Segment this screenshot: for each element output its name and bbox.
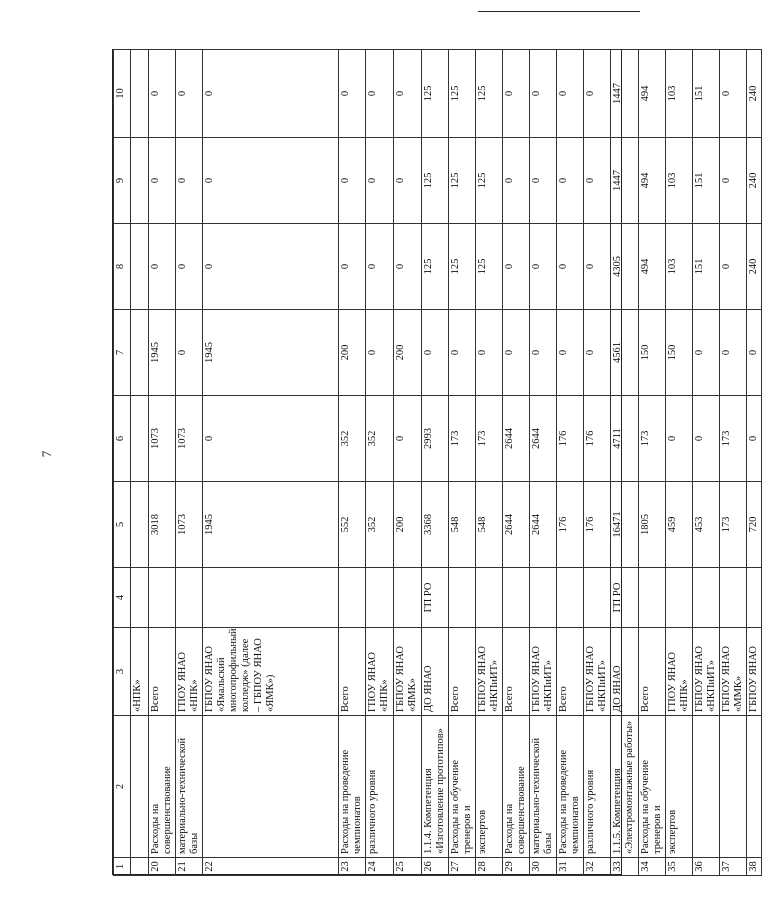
table-row (366, 50, 393, 876)
value-cell: 0 (692, 396, 719, 482)
description-cell (131, 716, 149, 858)
row-number-cell: 23 (339, 858, 366, 876)
table-row (665, 50, 692, 876)
value-cell: 1945 (149, 310, 176, 396)
program-cell (176, 568, 203, 628)
value-cell: 2644 (530, 396, 557, 482)
value-cell: 2644 (530, 482, 557, 568)
program-cell (557, 568, 584, 628)
row-number-cell: 34 (638, 858, 665, 876)
value-cell: 125 (475, 224, 502, 310)
value-cell: 173 (638, 396, 665, 482)
row-number-cell: 29 (502, 858, 529, 876)
row-number-cell: 30 (530, 858, 557, 876)
table-row (611, 50, 638, 876)
executor-cell: ГПОУ ЯНАО «НПК» (176, 628, 203, 716)
value-cell: 0 (448, 310, 475, 396)
value-cell: 173 (475, 396, 502, 482)
program-cell (393, 568, 421, 628)
description-cell: Расходы на совершенствование (149, 716, 176, 858)
description-cell: Расходы на обучение тренеров и (448, 716, 475, 858)
value-cell: 200 (339, 310, 366, 396)
value-cell: 352 (366, 396, 393, 482)
value-cell: 150 (665, 310, 692, 396)
value-cell: 352 (366, 482, 393, 568)
program-cell (448, 568, 475, 628)
value-cell: 2644 (502, 482, 529, 568)
executor-cell: ДО ЯНАО (421, 628, 448, 716)
row-number-cell: 27 (448, 858, 475, 876)
value-cell: 176 (557, 482, 584, 568)
value-cell (131, 138, 149, 224)
description-cell: материально-технической базы (530, 716, 557, 858)
value-cell: 1945 (203, 482, 339, 568)
value-cell: 0 (584, 50, 611, 138)
description-cell: различного уровня (366, 716, 393, 858)
value-cell: 151 (692, 138, 719, 224)
value-cell: 0 (176, 138, 203, 224)
value-cell: 0 (176, 50, 203, 138)
value-cell: 0 (502, 50, 529, 138)
value-cell: 453 (692, 482, 719, 568)
value-cell: 0 (393, 224, 421, 310)
description-cell: экспертов (665, 716, 692, 858)
value-cell: 0 (366, 50, 393, 138)
value-cell: 103 (665, 50, 692, 138)
executor-cell: Всего (448, 628, 475, 716)
value-cell: 4561 (611, 310, 638, 396)
table-row (502, 50, 529, 876)
description-cell: Расходы на проведение чемпионатов (339, 716, 366, 858)
value-cell: 0 (584, 224, 611, 310)
value-cell: 0 (366, 310, 393, 396)
description-cell (203, 716, 339, 858)
value-cell: 240 (747, 138, 762, 224)
value-cell: 173 (448, 396, 475, 482)
value-cell: 240 (747, 50, 762, 138)
value-cell: 0 (339, 50, 366, 138)
program-cell (747, 568, 762, 628)
header-cell: 9 (114, 138, 131, 224)
value-cell: 0 (339, 138, 366, 224)
value-cell: 3368 (421, 482, 448, 568)
description-cell (719, 716, 746, 858)
row-number-cell: 31 (557, 858, 584, 876)
value-cell: 0 (557, 310, 584, 396)
header-row (114, 50, 131, 876)
value-cell: 494 (638, 138, 665, 224)
value-cell (131, 50, 149, 138)
value-cell: 125 (475, 138, 502, 224)
table-row (149, 50, 176, 876)
value-cell: 0 (203, 224, 339, 310)
description-cell: материально-технической базы (176, 716, 203, 858)
value-cell: 1805 (638, 482, 665, 568)
value-cell: 1073 (176, 396, 203, 482)
value-cell: 0 (557, 224, 584, 310)
executor-cell: ГБПОУ ЯНАО «НКПиИТ» (530, 628, 557, 716)
value-cell: 0 (557, 50, 584, 138)
value-cell: 494 (638, 224, 665, 310)
value-cell: 0 (665, 396, 692, 482)
value-cell: 125 (448, 224, 475, 310)
header-cell: 10 (114, 50, 131, 138)
value-cell: 0 (584, 310, 611, 396)
value-cell: 0 (339, 224, 366, 310)
value-cell: 0 (530, 138, 557, 224)
value-cell: 3018 (149, 482, 176, 568)
value-cell: 1447 (611, 138, 638, 224)
header-cell: 3 (114, 628, 131, 716)
value-cell: 0 (719, 224, 746, 310)
value-cell: 125 (421, 138, 448, 224)
value-cell: 0 (502, 224, 529, 310)
value-cell: 494 (638, 50, 665, 138)
header-cell: 7 (114, 310, 131, 396)
value-cell: 548 (475, 482, 502, 568)
value-cell: 552 (339, 482, 366, 568)
value-cell: 1073 (149, 396, 176, 482)
value-cell: 0 (366, 224, 393, 310)
description-cell: экспертов (475, 716, 502, 858)
value-cell: 548 (448, 482, 475, 568)
value-cell: 0 (719, 50, 746, 138)
value-cell: 0 (421, 310, 448, 396)
table-row (530, 50, 557, 876)
value-cell: 0 (584, 138, 611, 224)
header-cell: 2 (114, 716, 131, 858)
description-cell: Расходы на совершенствование (502, 716, 529, 858)
value-cell: 0 (366, 138, 393, 224)
description-cell: различного уровня (584, 716, 611, 858)
value-cell: 0 (393, 138, 421, 224)
value-cell: 125 (448, 50, 475, 138)
value-cell: 720 (747, 482, 762, 568)
table-row (448, 50, 475, 876)
value-cell: 173 (719, 396, 746, 482)
table-row (638, 50, 665, 876)
table-row (692, 50, 719, 876)
value-cell: 173 (719, 482, 746, 568)
description-cell (692, 716, 719, 858)
value-cell: 0 (176, 310, 203, 396)
executor-cell: ГБПОУ ЯНАО «ЯМК» (393, 628, 421, 716)
value-cell: 0 (393, 396, 421, 482)
description-cell: Расходы на проведение чемпионатов (557, 716, 584, 858)
executor-cell: ГБПОУ ЯНАО (747, 628, 762, 716)
program-cell (719, 568, 746, 628)
value-cell: 1447 (611, 50, 638, 138)
program-cell: ГП РО (611, 568, 638, 628)
value-cell: 0 (530, 50, 557, 138)
table-row (421, 50, 448, 876)
program-cell (149, 568, 176, 628)
program-cell (203, 568, 339, 628)
value-cell: 0 (502, 310, 529, 396)
value-cell: 16471 (611, 482, 638, 568)
value-cell: 0 (692, 310, 719, 396)
description-cell (747, 716, 762, 858)
row-number-cell: 32 (584, 858, 611, 876)
table-row (393, 50, 421, 876)
value-cell: 0 (176, 224, 203, 310)
header-cell: 5 (114, 482, 131, 568)
header-cell: 1 (114, 858, 131, 876)
value-cell (131, 310, 149, 396)
table-row (475, 50, 502, 876)
row-number-cell: 37 (719, 858, 746, 876)
executor-cell: ГБПОУ ЯНАО «НКПиИТ» (475, 628, 502, 716)
value-cell: 151 (692, 50, 719, 138)
value-cell: 0 (747, 310, 762, 396)
executor-cell: ГБПОУ ЯНАО «Ямальский многопрофильный колледж» (далее – ГБПОУ ЯНАО «ЯМК») (203, 628, 339, 716)
executor-cell: Всего (502, 628, 529, 716)
value-cell: 125 (421, 50, 448, 138)
value-cell: 459 (665, 482, 692, 568)
description-cell: Расходы на обучение тренеров и (638, 716, 665, 858)
value-cell: 125 (448, 138, 475, 224)
header-cell: 6 (114, 396, 131, 482)
executor-cell: ГПОУ ЯНАО «НПК» (665, 628, 692, 716)
table-row (584, 50, 611, 876)
value-cell: 200 (393, 482, 421, 568)
row-number-cell: 22 (203, 858, 339, 876)
value-cell: 176 (584, 482, 611, 568)
description-cell (393, 716, 421, 858)
value-cell: 1945 (203, 310, 339, 396)
row-number-cell (131, 858, 149, 876)
program-cell (638, 568, 665, 628)
value-cell: 0 (502, 138, 529, 224)
program-cell (339, 568, 366, 628)
program-cell (502, 568, 529, 628)
value-cell: 0 (203, 138, 339, 224)
row-number-cell: 36 (692, 858, 719, 876)
budget-table (113, 49, 762, 876)
executor-cell: ГБПОУ ЯНАО «НКПиИТ» (692, 628, 719, 716)
executor-cell: Всего (557, 628, 584, 716)
program-cell (475, 568, 502, 628)
row-number-cell: 25 (393, 858, 421, 876)
header-rule (478, 11, 640, 12)
value-cell: 0 (149, 138, 176, 224)
row-number-cell: 20 (149, 858, 176, 876)
value-cell (131, 396, 149, 482)
value-cell: 4305 (611, 224, 638, 310)
value-cell: 151 (692, 224, 719, 310)
value-cell: 2644 (502, 396, 529, 482)
row-number-cell: 21 (176, 858, 203, 876)
value-cell: 200 (393, 310, 421, 396)
value-cell: 0 (719, 310, 746, 396)
value-cell (131, 482, 149, 568)
executor-cell: Всего (149, 628, 176, 716)
value-cell: 0 (149, 224, 176, 310)
table-row (557, 50, 584, 876)
value-cell: 176 (557, 396, 584, 482)
value-cell: 352 (339, 396, 366, 482)
value-cell: 0 (557, 138, 584, 224)
value-cell: 0 (747, 396, 762, 482)
row-number-cell: 28 (475, 858, 502, 876)
rotated-table-container (113, 50, 759, 876)
value-cell: 0 (475, 310, 502, 396)
program-cell (692, 568, 719, 628)
program-cell (131, 568, 149, 628)
executor-cell: Всего (638, 628, 665, 716)
table-frame (112, 49, 759, 875)
executor-cell: ГБПОУ ЯНАО «НКПиИТ» (584, 628, 611, 716)
header-cell: 4 (114, 568, 131, 628)
value-cell: 0 (203, 50, 339, 138)
table-row (747, 50, 762, 876)
program-cell (530, 568, 557, 628)
row-number-cell: 26 (421, 858, 448, 876)
table-row (719, 50, 746, 876)
table-row (339, 50, 366, 876)
value-cell: 103 (665, 224, 692, 310)
program-cell: ГП РО (421, 568, 448, 628)
executor-cell: ГБПОУ ЯНАО «ММК» (719, 628, 746, 716)
value-cell: 103 (665, 138, 692, 224)
value-cell: 4711 (611, 396, 638, 482)
value-cell: 176 (584, 396, 611, 482)
value-cell: 2993 (421, 396, 448, 482)
value-cell: 0 (393, 50, 421, 138)
value-cell: 150 (638, 310, 665, 396)
program-cell (665, 568, 692, 628)
value-cell: 240 (747, 224, 762, 310)
program-cell (584, 568, 611, 628)
value-cell: 0 (203, 396, 339, 482)
description-cell: 1.1.4. Компетенция «Изготовление прототипов» (421, 716, 448, 858)
row-number-cell: 35 (665, 858, 692, 876)
value-cell: 125 (421, 224, 448, 310)
page-number: 7 (39, 450, 54, 458)
value-cell: 0 (530, 310, 557, 396)
value-cell: 0 (149, 50, 176, 138)
program-cell (366, 568, 393, 628)
executor-cell: ДО ЯНАО (611, 628, 638, 716)
table-row (203, 50, 339, 876)
executor-cell: ГПОУ ЯНАО «НПК» (366, 628, 393, 716)
executor-cell: «НПК» (131, 628, 149, 716)
row-number-cell: 24 (366, 858, 393, 876)
value-cell (131, 224, 149, 310)
value-cell: 125 (475, 50, 502, 138)
row-number-cell: 38 (747, 858, 762, 876)
value-cell: 1073 (176, 482, 203, 568)
table-row (176, 50, 203, 876)
row-number-cell: 33 (611, 858, 638, 876)
executor-cell: Всего (339, 628, 366, 716)
header-cell: 8 (114, 224, 131, 310)
value-cell: 0 (719, 138, 746, 224)
value-cell: 0 (530, 224, 557, 310)
table-row (131, 50, 149, 876)
description-cell: 1.1.5. Компетенция «Электромонтажные работы» (611, 716, 638, 858)
